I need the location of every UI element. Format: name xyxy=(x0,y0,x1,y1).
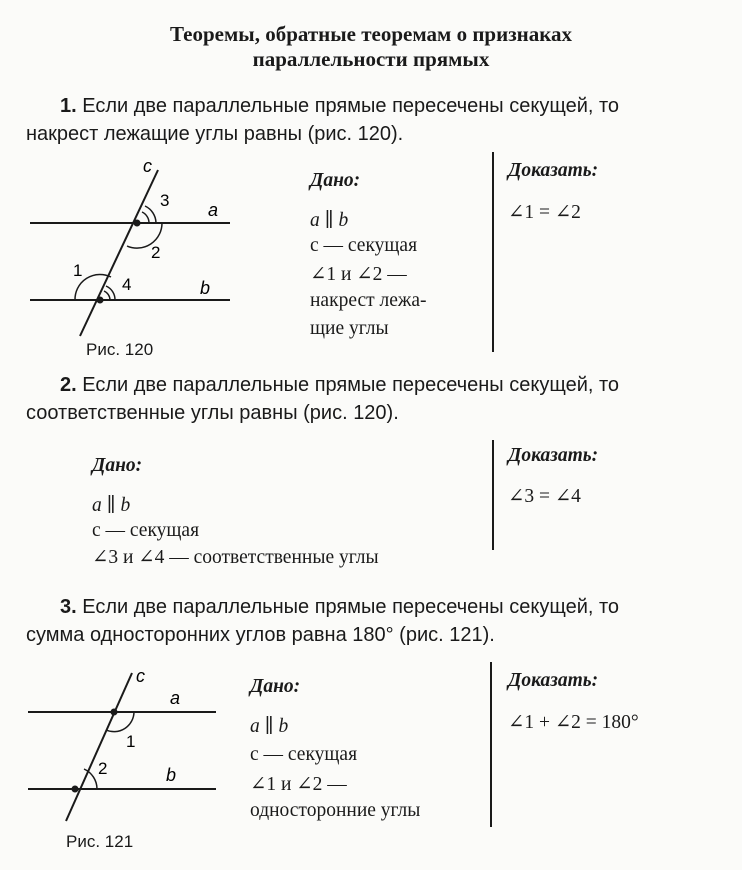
theorem2-text1: Если две параллельные прямые пересечены секущей, то xyxy=(82,374,620,396)
label-c: c xyxy=(143,156,152,176)
theorem1-line1 xyxy=(60,95,619,118)
t2-prove: ∠3 = ∠4 xyxy=(508,486,581,507)
t2-given-1: c — секущая xyxy=(92,520,200,541)
label-2: 2 xyxy=(151,243,161,262)
label-1: 1 xyxy=(73,261,83,280)
t2-given-label: Дано: xyxy=(92,455,143,476)
angle2-arc xyxy=(84,769,97,789)
theorem3-number: 3. xyxy=(60,596,77,618)
theorem1-line2: накрест лежащие углы равны (рис. 120). xyxy=(26,123,404,145)
label-a: a xyxy=(208,200,219,220)
theorem2-line2: соответственные углы равны (рис. 120). xyxy=(26,402,399,424)
t3-given-2: ∠1 и ∠2 — xyxy=(250,774,347,795)
label-b: b xyxy=(166,765,177,785)
theorem2-line1 xyxy=(60,374,619,397)
figure-120 xyxy=(20,150,250,365)
theorem2-number: 2. xyxy=(60,374,77,396)
angle3-arc-inner xyxy=(142,212,149,223)
t1-prove-label: Доказать: xyxy=(508,160,599,181)
label-c: c xyxy=(136,666,145,686)
divider-t3 xyxy=(490,662,492,827)
label-4: 4 xyxy=(122,275,132,294)
point-upper xyxy=(134,220,141,227)
angle4-arc-inner xyxy=(104,291,110,300)
line-c xyxy=(66,673,132,821)
t3-given-3: односторонние углы xyxy=(250,800,421,821)
t1-given-3: накрест лежа- xyxy=(310,290,427,311)
label-1: 1 xyxy=(126,732,136,751)
theorem3-line2: сумма односторонних углов равна 180° (рис. 121). xyxy=(26,624,495,646)
t3-given-1: c — секущая xyxy=(250,744,358,765)
point-upper xyxy=(111,709,118,716)
figure-121 xyxy=(20,665,220,825)
divider-t2 xyxy=(492,440,494,550)
t1-given-2: ∠1 и ∠2 — xyxy=(310,264,407,285)
caption-121: Рис. 121 xyxy=(66,832,134,851)
theorem1-text1: Если две параллельные прямые пересечены секущей, то xyxy=(82,95,620,117)
theorem3-line1 xyxy=(60,596,619,619)
page-title-line1: Теоремы, обратные теоремам о признаках xyxy=(169,22,573,46)
t2-given-0: a ∥ b xyxy=(92,495,131,516)
label-a: a xyxy=(170,688,181,708)
label-3: 3 xyxy=(160,191,170,210)
t3-given-label: Дано: xyxy=(250,676,301,697)
divider-t1 xyxy=(492,152,494,352)
t3-prove-label: Доказать: xyxy=(508,670,599,691)
t2-prove-label: Доказать: xyxy=(508,445,599,466)
point-lower xyxy=(97,297,104,304)
t2-given-2: ∠3 и ∠4 — соответственные углы xyxy=(92,547,379,568)
theorem1-number: 1. xyxy=(60,95,77,117)
theorem3-text1: Если две параллельные прямые пересечены секущей, то xyxy=(82,596,620,618)
t3-prove: ∠1 + ∠2 = 180° xyxy=(508,712,639,733)
t1-prove: ∠1 = ∠2 xyxy=(508,202,581,223)
t1-given-1: c — секущая xyxy=(310,235,418,256)
point-lower xyxy=(72,786,79,793)
t3-given-0: a ∥ b xyxy=(250,716,289,737)
caption-120: Рис. 120 xyxy=(86,340,154,359)
label-2: 2 xyxy=(98,759,108,778)
t1-given-0: a ∥ b xyxy=(310,210,349,231)
label-b: b xyxy=(200,278,211,298)
t1-given-4: щие углы xyxy=(310,318,389,339)
page-title-line2: параллельности прямых xyxy=(252,47,490,71)
t1-given-label: Дано: xyxy=(310,170,361,191)
line-c xyxy=(80,170,161,336)
